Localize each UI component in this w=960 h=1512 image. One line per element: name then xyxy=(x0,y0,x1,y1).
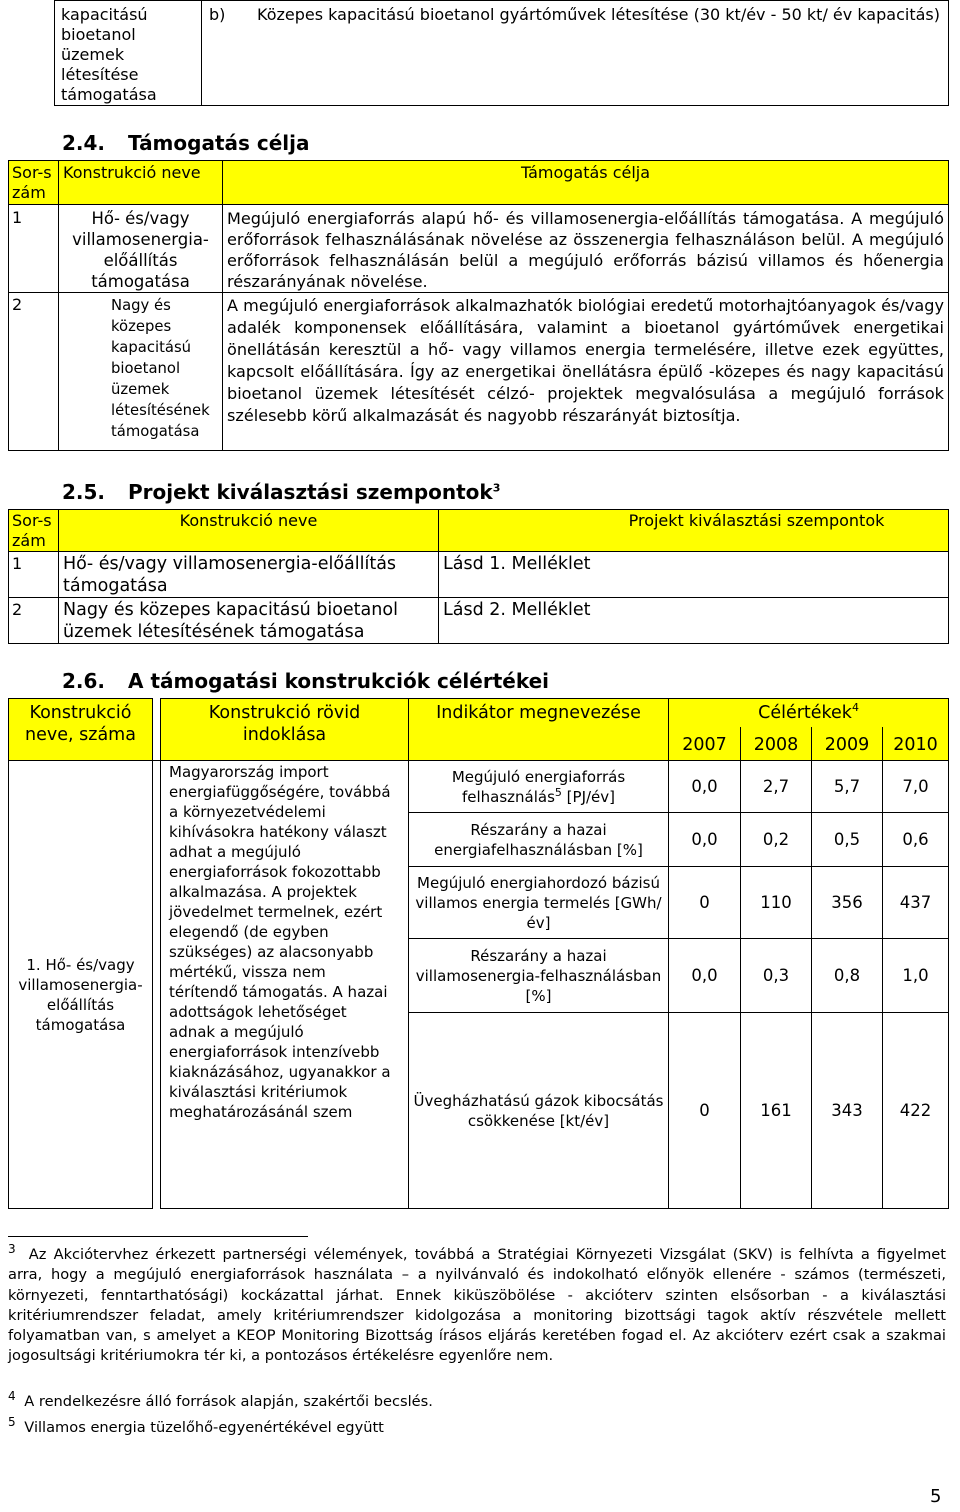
value-cell: 0 xyxy=(669,867,741,939)
header-serial: Sor-szám xyxy=(9,510,59,552)
row-name: Nagy és közepes kapacitású bioetanol üzemek létesítésének támogatása xyxy=(59,293,223,451)
indicator-cell: Részarány a hazai energiafelhasználásban [%] xyxy=(409,813,669,867)
support-goal-table xyxy=(8,160,949,451)
row-num: 2 xyxy=(9,293,59,451)
footnote-separator xyxy=(8,1236,308,1237)
target-values-table xyxy=(8,698,949,1209)
year-header: 2009 xyxy=(812,727,883,761)
footnote-ref: 5 xyxy=(554,785,562,799)
top-table xyxy=(54,0,949,106)
header-indicator: Indikátor megnevezése xyxy=(409,699,669,761)
footnote-ref: 3 xyxy=(492,481,501,495)
footnote-text: A rendelkezésre álló források alapján, szakértői becslés. xyxy=(24,1393,433,1410)
indicator-cell: Megújuló energiaforrás felhasználás$^5$ [PJ/év] xyxy=(409,761,669,813)
value-cell: 110 xyxy=(741,867,812,939)
gap-cell xyxy=(153,761,161,1209)
top-table-text xyxy=(202,1,949,106)
header-construction: Konstrukció neve, száma xyxy=(9,699,153,761)
header-serial: Sor-szám xyxy=(9,161,59,205)
year-header: 2007 xyxy=(669,727,741,761)
row-num: 2 xyxy=(9,598,59,644)
value-cell: 0,3 xyxy=(741,939,812,1013)
year-header: 2010 xyxy=(883,727,949,761)
footnote-number: 3 xyxy=(8,1242,16,1256)
table-row xyxy=(9,552,949,598)
row-num: 1 xyxy=(9,552,59,598)
header-gap xyxy=(153,699,161,761)
value-cell: 1,0 xyxy=(883,939,949,1013)
header-construction-name: Konstrukció neve xyxy=(59,161,223,205)
value-cell: 5,7 xyxy=(812,761,883,813)
target-values-label: Célértékek xyxy=(758,703,852,723)
footnote-text: Villamos energia tüzelőhő-egyenértékével együtt xyxy=(24,1419,384,1436)
section-2-5-heading xyxy=(62,480,500,504)
value-cell: 0,2 xyxy=(741,813,812,867)
section-number: 2.5. xyxy=(62,480,106,504)
row-name: Hő- és/vagy villamosenergia-előállítás támogatása xyxy=(59,205,223,293)
section-title: Támogatás célja xyxy=(128,131,310,155)
value-cell: 0 xyxy=(669,1013,741,1209)
row-name: Nagy és közepes kapacitású bioetanol üzemek létesítésének támogatása xyxy=(59,598,439,644)
value-cell: 161 xyxy=(741,1013,812,1209)
footnote-ref: 4 xyxy=(851,701,859,715)
row-goal: A megújuló energiaforrások alkalmazhatók biológiai eredetű motorhajtóanyagok és/vagy adalék komponensek előállítására, valamint a bioetanol gyártóművek energetikai önellátásán keresztül a hő- vagy villamos energia termelésére, illetve ezek együttes, kapcsolt előállítására. Így az energetikai önellátásra épülő -közepes és nagy kapacitású bioetanol üzemek létesítését célzó- projektek megvalósulása a megújuló források szélesebb körű alkalmazását és nagyobb részarányát biztosítja. xyxy=(223,293,949,451)
construction-name-cell: 1. Hő- és/vagy villamosenergia-előállítás támogatása xyxy=(9,761,153,1209)
value-cell: 422 xyxy=(883,1013,949,1209)
value-cell: 0,8 xyxy=(812,939,883,1013)
value-cell: 2,7 xyxy=(741,761,812,813)
row-num: 1 xyxy=(9,205,59,293)
value-cell: 0,6 xyxy=(883,813,949,867)
section-title: A támogatási konstrukciók célértékei xyxy=(128,669,550,693)
indicator-cell: Megújuló energiahordozó bázisú villamos energia termelés [GWh/év] xyxy=(409,867,669,939)
justification-cell: Magyarország import energiafüggőségére, továbbá a környezetvédelemi kihívásokra hatékony választ adhat a megújuló energiaforrások fokozottabb alkalmazása. A projektek jövedelmet termelnek, ezért elegendő (de egyben szükséges) az alacsonyabb mértékű, vissza nem térítendő támogatás. A hazai adottságok lehetőséget adnak a megújuló energiaforrások intenzívebb kiaknázásához, ugyanakkor a kiválasztási kritériumok meghatározásánál szem xyxy=(161,761,409,1209)
section-number: 2.6. xyxy=(62,669,106,693)
value-cell: 437 xyxy=(883,867,949,939)
header-support-goal: Támogatás célja xyxy=(223,161,949,205)
table-row xyxy=(9,598,949,644)
top-table-label: kapacitású bioetanol üzemek létesítése támogatása xyxy=(55,1,202,106)
table-row xyxy=(9,205,949,293)
row-criteria: Lásd 2. Melléklet xyxy=(439,598,949,644)
value-cell: 356 xyxy=(812,867,883,939)
page-number: 5 xyxy=(930,1486,942,1507)
section-2-6-heading xyxy=(62,669,549,693)
table-row xyxy=(9,293,949,451)
table-row xyxy=(9,761,949,813)
section-number: 2.4. xyxy=(62,131,106,155)
indicator-cell: Részarány a hazai villamosenergia-felhasználásban [%] xyxy=(409,939,669,1013)
header-selection-criteria: Projekt kiválasztási szempontok xyxy=(439,510,949,552)
header-construction-name: Konstrukció neve xyxy=(59,510,439,552)
value-cell: 0,0 xyxy=(669,939,741,1013)
row-goal: Megújuló energiaforrás alapú hő- és villamosenergia-előállítás támogatása. A megújuló erőforrások felhasználásának növelése az összenergia felhasználáson belül. A megújuló erőforrások felhasználásán belül a megújuló erőforrás bázisú villamos és hőenergia részarányának növelése. xyxy=(223,205,949,293)
value-cell: 7,0 xyxy=(883,761,949,813)
footnote-number: 5 xyxy=(8,1415,16,1429)
section-title: Projekt kiválasztási szempontok xyxy=(128,480,493,504)
row-criteria: Lásd 1. Melléklet xyxy=(439,552,949,598)
header-justification: Konstrukció rövid indoklása xyxy=(161,699,409,761)
top-table-prefix: b) xyxy=(209,5,226,24)
footnote-text: Az Akciótervhez érkezett partnerségi vélemények, továbbá a Stratégiai Környezeti Vizsgálat (SKV) is felhívta a figyelmet arra, hogy a megújuló energiaforrások használata – a nyilvánvaló és indokolható előnyök ellenére - számos (természeti, környezeti, fenntarthatósági) kockázattal járhat. Ennek kiküszöbölése - akcióterv szinten elsősorban - a kiválasztási kritériumrendszer feladat, amely kritériumrendszer kidolgozása a monitoring bizottsági tagok aktív részvétele mellett folyamatban van, s amelyet a KEOP Monitoring Bizottság írásos eljárás keretében fogad el. Az akcióterv ezért csak a szakmai jogosultsági kritériumokra tér ki, a pontozásos értékelésre egyenlőre nem. xyxy=(8,1246,946,1365)
footnote-5 xyxy=(8,1415,946,1438)
top-table-content: Közepes kapacitású bioetanol gyártóművek létesítése (30 kt/év - 50 kt/ év kapacitás) xyxy=(257,5,940,24)
section-2-4-heading xyxy=(62,131,310,155)
value-cell: 343 xyxy=(812,1013,883,1209)
selection-criteria-table xyxy=(8,509,949,644)
footnote-3 xyxy=(8,1242,946,1367)
value-cell: 0,5 xyxy=(812,813,883,867)
footnote-number: 4 xyxy=(8,1389,16,1403)
header-target-values xyxy=(669,699,949,727)
value-cell: 0,0 xyxy=(669,761,741,813)
footnote-4 xyxy=(8,1389,946,1412)
value-cell: 0,0 xyxy=(669,813,741,867)
year-header: 2008 xyxy=(741,727,812,761)
row-name: Hő- és/vagy villamosenergia-előállítás támogatása xyxy=(59,552,439,598)
indicator-cell: Üvegházhatású gázok kibocsátás csökkenése [kt/év] xyxy=(409,1013,669,1209)
